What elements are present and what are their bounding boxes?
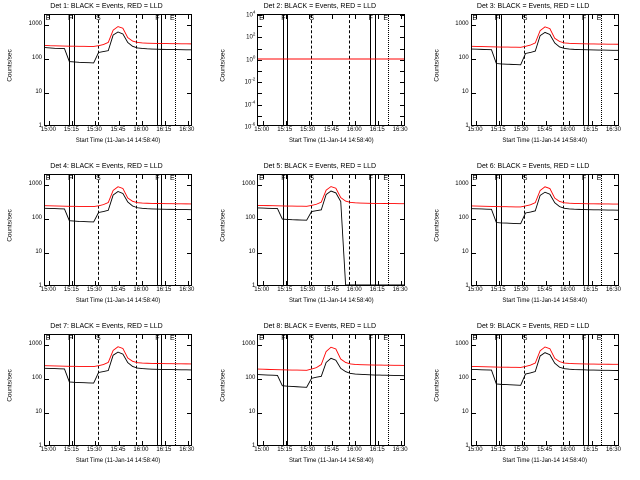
plot-area bbox=[257, 14, 405, 126]
x-tick-label: 16:00 bbox=[560, 447, 576, 453]
event-marker-label: F bbox=[368, 335, 373, 342]
panel-det8 bbox=[213, 320, 426, 480]
x-tick-label: 16:15 bbox=[369, 287, 385, 293]
y-tick-labels bbox=[213, 174, 256, 289]
panel-det1 bbox=[0, 0, 213, 160]
event-marker-label: S bbox=[522, 15, 528, 22]
x-tick-label: 15:45 bbox=[537, 287, 553, 293]
x-tick-label: 16:30 bbox=[179, 447, 195, 453]
y-tick-label: 1 bbox=[465, 283, 469, 289]
y-tick-label: 100 bbox=[245, 215, 256, 222]
x-tick-label: 16:30 bbox=[392, 287, 408, 293]
y-axis-label-text: Counts/sec bbox=[6, 369, 14, 402]
event-marker-label: S bbox=[96, 335, 101, 342]
event-marker-label: E bbox=[383, 335, 389, 342]
y-tick-label: 1 bbox=[251, 443, 256, 449]
series-traces bbox=[45, 15, 191, 125]
event-marker-label: E bbox=[45, 15, 51, 22]
x-tick-label: 15:00 bbox=[254, 127, 270, 133]
series-traces bbox=[472, 175, 618, 285]
y-tick-label: 10 bbox=[35, 249, 42, 256]
y-tick-labels bbox=[427, 14, 469, 129]
x-axis-label: Start Time (11-Jan-14 14:58:40) bbox=[289, 298, 374, 304]
x-tick-label: 16:15 bbox=[369, 127, 385, 133]
x-tick-label: 15:15 bbox=[490, 287, 506, 293]
series-events bbox=[45, 352, 191, 383]
event-marker-label: E bbox=[45, 175, 51, 182]
y-tick-label: 1000 bbox=[28, 21, 42, 28]
series-traces bbox=[258, 15, 404, 125]
series-events bbox=[45, 32, 191, 63]
panel-title: Det 1: BLACK = Events, RED = LLD bbox=[50, 3, 163, 10]
y-tick-label: 1 bbox=[38, 283, 42, 289]
panel-det5 bbox=[213, 160, 426, 320]
x-tick-label: 15:15 bbox=[277, 127, 293, 133]
series-events bbox=[258, 358, 404, 387]
x-axis-label: Start Time (11-Jan-14 14:58:40) bbox=[75, 298, 161, 304]
y-tick-label: 1000 bbox=[241, 181, 256, 188]
y-axis-label-text: Counts/sec bbox=[6, 49, 14, 82]
x-tick-label: 16:00 bbox=[346, 287, 362, 293]
panel-title: Det 3: BLACK = Events, RED = LLD bbox=[476, 3, 590, 10]
series-traces bbox=[258, 335, 404, 445]
x-tick-label: 16:00 bbox=[560, 127, 576, 133]
x-axis-label: Start Time (11-Jan-14 14:58:40) bbox=[502, 298, 587, 304]
event-marker-label: E bbox=[259, 175, 264, 182]
series-events bbox=[472, 192, 618, 224]
x-tick-label: 15:30 bbox=[513, 287, 529, 293]
x-tick-label: 15:30 bbox=[300, 287, 316, 293]
x-tick-label: 15:15 bbox=[63, 287, 79, 293]
x-tick-label: 16:00 bbox=[133, 447, 149, 453]
series-events bbox=[472, 353, 618, 386]
x-tick-label: 16:15 bbox=[156, 287, 172, 293]
x-tick-label: 16:15 bbox=[156, 447, 172, 453]
event-marker-label: F bbox=[281, 15, 286, 22]
x-tick-label: 15:30 bbox=[300, 127, 316, 133]
y-tick-label: $10^{-6}$ bbox=[244, 121, 256, 131]
panel-title: Det 8: BLACK = Events, RED = LLD bbox=[263, 323, 377, 330]
y-tick-label: 10 bbox=[461, 89, 469, 96]
y-tick-label: 100 bbox=[245, 375, 256, 382]
x-tick-label: 15:00 bbox=[40, 287, 56, 293]
event-marker-label: S bbox=[309, 175, 315, 182]
x-tick-label: 15:00 bbox=[467, 127, 483, 133]
event-marker-label: F bbox=[494, 15, 499, 22]
series-lld bbox=[472, 27, 618, 47]
x-tick-label: 15:30 bbox=[513, 447, 529, 453]
x-tick-label: 15:15 bbox=[277, 287, 293, 293]
y-tick-label: $10^{-4}$ bbox=[244, 99, 256, 109]
y-tick-label: 10 bbox=[461, 249, 469, 256]
y-tick-label: 10 bbox=[461, 409, 469, 416]
event-marker-label: E bbox=[596, 175, 602, 182]
event-marker-label: E bbox=[259, 15, 264, 22]
x-tick-label: 15:45 bbox=[110, 127, 126, 133]
series-traces bbox=[45, 175, 191, 285]
x-tick-label: 15:15 bbox=[490, 127, 506, 133]
panel-title: Det 2: BLACK = Events, RED = LLD bbox=[263, 3, 377, 10]
event-marker-label: E bbox=[472, 175, 478, 182]
series-lld bbox=[472, 187, 618, 207]
plot-area bbox=[44, 334, 192, 446]
y-tick-labels bbox=[0, 174, 42, 289]
event-marker-label: F bbox=[67, 175, 73, 182]
event-marker-label: F bbox=[155, 15, 160, 22]
x-tick-label: 15:30 bbox=[86, 127, 102, 133]
event-marker-label: F bbox=[368, 175, 373, 182]
series-lld bbox=[45, 27, 191, 47]
panel-det3 bbox=[427, 0, 640, 160]
event-marker-label: E bbox=[596, 335, 602, 342]
series-events bbox=[472, 32, 618, 64]
x-tick-label: 15:30 bbox=[86, 447, 102, 453]
event-marker-label: F bbox=[581, 15, 587, 22]
x-tick-label: 16:15 bbox=[583, 127, 599, 133]
x-tick-label: 15:45 bbox=[110, 447, 126, 453]
x-tick-label: 15:00 bbox=[467, 287, 483, 293]
x-tick-label: 16:30 bbox=[392, 127, 408, 133]
event-marker-label: F bbox=[155, 175, 160, 182]
x-tick-label: 16:00 bbox=[346, 127, 362, 133]
x-tick-label: 15:30 bbox=[300, 447, 316, 453]
event-marker-label: E bbox=[259, 335, 264, 342]
event-marker-label: F bbox=[581, 175, 587, 182]
plot-area bbox=[44, 174, 192, 286]
event-marker-label: E bbox=[596, 15, 602, 22]
event-marker-label: F bbox=[67, 15, 73, 22]
x-tick-label: 16:30 bbox=[392, 447, 408, 453]
event-marker-label: F bbox=[368, 15, 373, 22]
x-tick-label: 16:15 bbox=[583, 287, 599, 293]
plot-area bbox=[471, 334, 619, 446]
event-marker-label: E bbox=[45, 335, 51, 342]
y-axis-label-text: Counts/sec bbox=[433, 209, 441, 242]
plot-area bbox=[257, 334, 405, 446]
series-traces bbox=[45, 335, 191, 445]
series-lld bbox=[472, 347, 618, 367]
x-tick-label: 15:15 bbox=[277, 447, 293, 453]
y-tick-label: 10 bbox=[248, 409, 256, 416]
x-tick-label: 15:30 bbox=[513, 127, 529, 133]
plot-area bbox=[257, 174, 405, 286]
x-tick-label: 15:00 bbox=[254, 287, 270, 293]
y-tick-label: 100 bbox=[458, 375, 469, 382]
y-axis-label-text: Counts/sec bbox=[219, 209, 227, 242]
x-tick-label: 15:30 bbox=[86, 287, 102, 293]
x-axis-label: Start Time (11-Jan-14 14:58:40) bbox=[502, 458, 587, 464]
panel-det2 bbox=[213, 0, 426, 160]
x-tick-label: 16:00 bbox=[346, 447, 362, 453]
panel-title: Det 6: BLACK = Events, RED = LLD bbox=[476, 163, 590, 170]
y-axis-label-text: Counts/sec bbox=[6, 209, 14, 242]
y-tick-labels bbox=[427, 334, 469, 449]
panel-title: Det 5: BLACK = Events, RED = LLD bbox=[263, 163, 377, 170]
y-tick-label: 1000 bbox=[28, 181, 42, 188]
x-tick-label: 16:00 bbox=[133, 127, 149, 133]
plot-area bbox=[44, 14, 192, 126]
event-marker-label: F bbox=[494, 335, 499, 342]
y-tick-label: 1000 bbox=[455, 181, 469, 188]
y-tick-labels bbox=[0, 334, 42, 449]
y-tick-label: 10 bbox=[248, 249, 256, 256]
series-traces bbox=[258, 175, 404, 285]
x-tick-label: 15:45 bbox=[323, 447, 339, 453]
y-tick-label: 1000 bbox=[241, 341, 256, 348]
event-marker-label: S bbox=[309, 335, 315, 342]
panel-det4 bbox=[0, 160, 213, 320]
x-tick-label: 16:30 bbox=[179, 127, 195, 133]
x-tick-label: 15:45 bbox=[110, 287, 126, 293]
x-tick-label: 16:30 bbox=[605, 287, 621, 293]
x-tick-label: 16:30 bbox=[605, 447, 621, 453]
panel-title: Det 7: BLACK = Events, RED = LLD bbox=[50, 323, 163, 330]
y-tick-label: 100 bbox=[458, 215, 469, 222]
event-marker-label: E bbox=[383, 175, 389, 182]
x-tick-label: 15:00 bbox=[467, 447, 483, 453]
y-tick-label: 100 bbox=[31, 55, 42, 62]
x-tick-label: 16:15 bbox=[369, 447, 385, 453]
x-axis-label: Start Time (11-Jan-14 14:58:40) bbox=[75, 458, 161, 464]
event-marker-label: F bbox=[281, 335, 286, 342]
y-tick-labels bbox=[213, 334, 256, 449]
x-tick-label: 16:30 bbox=[605, 127, 621, 133]
y-axis-label-text: Counts/sec bbox=[219, 369, 227, 402]
y-tick-labels bbox=[427, 174, 469, 289]
event-marker-label: S bbox=[96, 175, 101, 182]
y-tick-label: $10^4$ bbox=[246, 9, 256, 19]
x-axis-label: Start Time (11-Jan-14 14:58:40) bbox=[75, 138, 161, 144]
y-tick-label: 10 bbox=[35, 89, 42, 96]
series-traces bbox=[472, 15, 618, 125]
event-marker-label: E bbox=[472, 335, 478, 342]
x-tick-label: 15:45 bbox=[537, 127, 553, 133]
event-marker-label: S bbox=[522, 175, 528, 182]
x-tick-label: 15:45 bbox=[323, 127, 339, 133]
event-marker-label: E bbox=[472, 15, 478, 22]
x-tick-label: 15:45 bbox=[537, 447, 553, 453]
event-marker-label: F bbox=[67, 335, 73, 342]
y-tick-label: 1000 bbox=[28, 341, 42, 348]
y-tick-label: 1000 bbox=[455, 341, 469, 348]
panel-det9 bbox=[427, 320, 640, 480]
x-axis-label: Start Time (11-Jan-14 14:58:40) bbox=[289, 458, 374, 464]
x-tick-label: 16:15 bbox=[583, 447, 599, 453]
event-marker-label: S bbox=[309, 15, 315, 22]
series-lld bbox=[45, 347, 191, 367]
event-marker-label: E bbox=[170, 175, 175, 182]
y-axis-label-text: Counts/sec bbox=[433, 369, 441, 402]
series-traces bbox=[472, 335, 618, 445]
panel-title: Det 4: BLACK = Events, RED = LLD bbox=[50, 163, 163, 170]
event-marker-label: F bbox=[494, 175, 499, 182]
y-tick-labels bbox=[0, 14, 42, 129]
x-tick-label: 15:15 bbox=[63, 447, 79, 453]
panel-title: Det 9: BLACK = Events, RED = LLD bbox=[476, 323, 590, 330]
event-marker-label: F bbox=[581, 335, 587, 342]
event-marker-label: F bbox=[155, 335, 160, 342]
event-marker-label: E bbox=[170, 15, 175, 22]
x-tick-label: 16:00 bbox=[133, 287, 149, 293]
series-lld bbox=[258, 187, 404, 207]
y-tick-label: $10^0$ bbox=[246, 54, 256, 64]
y-tick-label: 1 bbox=[465, 123, 469, 129]
plot-area bbox=[471, 14, 619, 126]
x-tick-label: 16:00 bbox=[560, 287, 576, 293]
series-lld bbox=[45, 187, 191, 207]
series-events bbox=[258, 191, 404, 285]
panel-det6 bbox=[427, 160, 640, 320]
y-tick-label: 100 bbox=[31, 215, 42, 222]
x-tick-label: 15:00 bbox=[40, 447, 56, 453]
x-tick-label: 15:00 bbox=[40, 127, 56, 133]
x-tick-label: 15:15 bbox=[490, 447, 506, 453]
x-axis-label: Start Time (11-Jan-14 14:58:40) bbox=[502, 138, 587, 144]
plot-area bbox=[471, 174, 619, 286]
event-marker-label: S bbox=[96, 15, 101, 22]
y-tick-label: $10^{-2}$ bbox=[244, 76, 256, 86]
y-tick-labels bbox=[213, 9, 256, 131]
x-tick-label: 15:00 bbox=[254, 447, 270, 453]
y-tick-label: 1 bbox=[38, 443, 42, 449]
event-marker-label: E bbox=[170, 335, 175, 342]
x-tick-label: 15:15 bbox=[63, 127, 79, 133]
x-tick-label: 16:30 bbox=[179, 287, 195, 293]
y-tick-label: 1 bbox=[251, 283, 256, 289]
y-axis-label-text: Counts/sec bbox=[433, 49, 441, 82]
series-events bbox=[45, 191, 191, 221]
y-tick-label: 1 bbox=[38, 123, 42, 129]
event-marker-label: S bbox=[522, 335, 528, 342]
x-tick-label: 15:45 bbox=[323, 287, 339, 293]
panel-det7 bbox=[0, 320, 213, 480]
x-axis-label: Start Time (11-Jan-14 14:58:40) bbox=[289, 138, 374, 144]
y-tick-label: 1000 bbox=[455, 21, 469, 28]
y-tick-label: $10^2$ bbox=[246, 31, 256, 41]
event-marker-label: E bbox=[383, 15, 389, 22]
y-axis-label-text: Counts/sec bbox=[219, 49, 227, 82]
x-tick-label: 16:15 bbox=[156, 127, 172, 133]
event-marker-label: F bbox=[281, 175, 286, 182]
y-tick-label: 100 bbox=[31, 375, 42, 382]
y-tick-label: 100 bbox=[458, 55, 469, 62]
y-tick-label: 10 bbox=[35, 409, 42, 416]
y-tick-label: 1 bbox=[465, 443, 469, 449]
